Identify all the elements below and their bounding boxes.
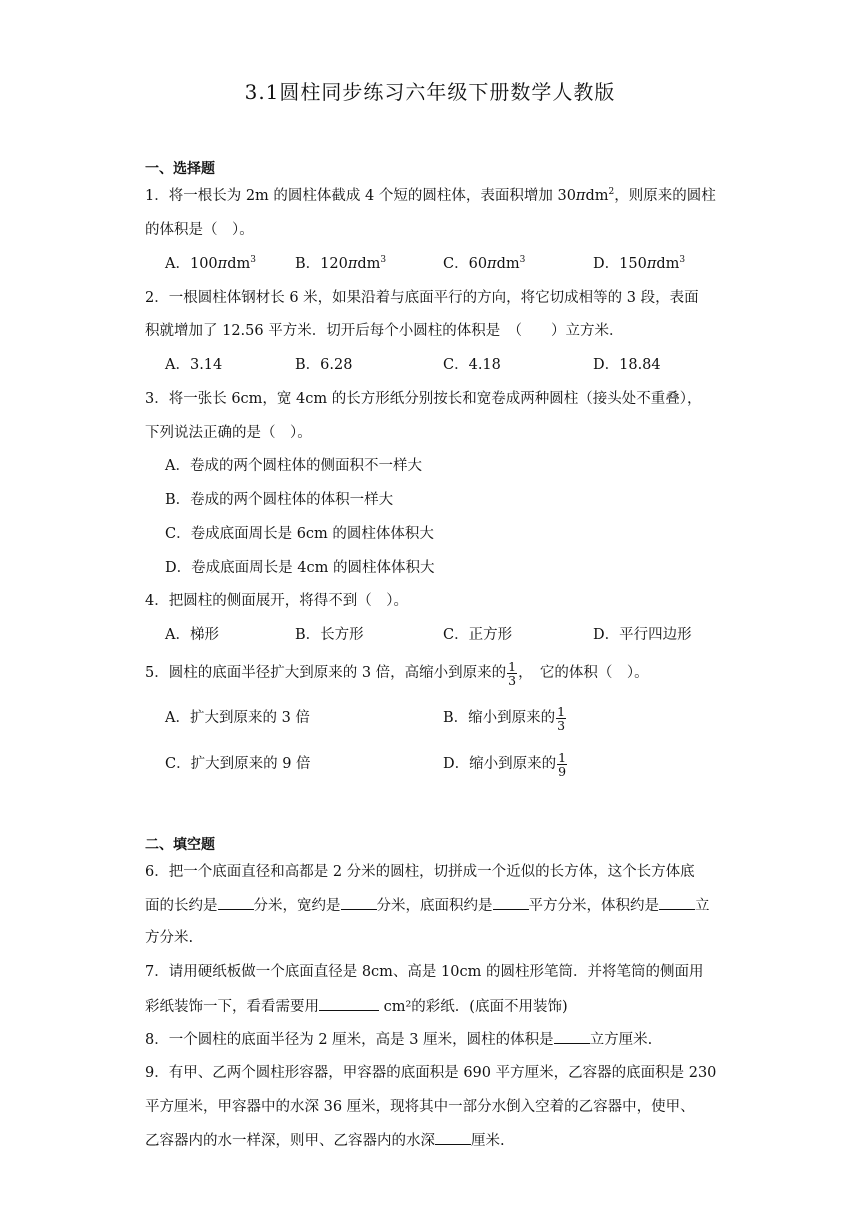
- question-4-option-d: D．平行四边形: [593, 627, 692, 643]
- question-4-option-a: A．梯形: [165, 627, 219, 643]
- question-6-line-3: 方分米.: [145, 930, 194, 946]
- question-2-option-b: B．6.28: [295, 357, 353, 373]
- question-3-line-1: 3．将一张长 6cm，宽 4cm 的长方形纸分别按长和宽卷成两种圆柱（接头处不重叠），: [145, 391, 702, 407]
- question-9-line-3: 乙容器内的水一样深，则甲、乙容器内的水深 厘米.: [145, 1130, 725, 1151]
- question-5-option-d: D．缩小到原来的 $\frac{1}{9}$: [443, 749, 567, 779]
- answer-blank[interactable]: [218, 895, 254, 910]
- question-5-option-c: C．扩大到原来的 9 倍: [165, 756, 311, 772]
- answer-blank[interactable]: [659, 895, 695, 910]
- answer-blank[interactable]: [435, 1130, 471, 1145]
- question-9-line-2: 平方厘米，甲容器中的水深 36 厘米，现将其中一部分水倒入空着的乙容器中，使甲、: [145, 1099, 695, 1115]
- answer-blank[interactable]: [554, 1029, 590, 1044]
- question-2-line-1: 2．一根圆柱体钢材长 6 米，如果沿着与底面平行的方向，将它切成相等的 3 段，表面: [145, 290, 699, 306]
- question-2-option-c: C．4.18: [443, 357, 501, 373]
- question-1-option-b: B．120πdm$^3$: [295, 255, 387, 272]
- page-title: 3.1圆柱同步练习六年级下册数学人教版: [244, 80, 616, 104]
- question-3-option-c: C．卷成底面周长是 6cm 的圆柱体体积大: [165, 526, 434, 542]
- question-1-line-1: 1．将一根长为 2m 的圆柱体截成 4 个短的圆柱体，表面积增加 30πdm$^2$，则原来的圆柱: [145, 187, 716, 204]
- question-3-option-d: D．卷成底面周长是 4cm 的圆柱体体积大: [165, 560, 435, 576]
- question-8-line-1: 8．一个圆柱的底面半径为 2 厘米，高是 3 厘米，圆柱的体积是 立方厘米.: [145, 1029, 725, 1050]
- question-3-option-a: A．卷成的两个圆柱体的侧面积不一样大: [165, 458, 422, 474]
- section-heading-choice: 一、选择题: [145, 161, 215, 177]
- question-2-option-d: D．18.84: [593, 357, 661, 373]
- question-4-option-b: B．长方形: [295, 627, 364, 643]
- question-1-line-2: 的体积是（ ）。: [145, 222, 254, 238]
- section-heading-fill-in: 二、填空题: [145, 837, 215, 853]
- question-5-option-b: B．缩小到原来的 $\frac{1}{3}$: [443, 703, 566, 733]
- question-5-option-a: A．扩大到原来的 3 倍: [165, 710, 310, 726]
- question-4-line-1: 4．把圆柱的侧面展开，将得不到（ ）。: [145, 593, 408, 609]
- question-7-line-2: 彩纸装饰一下，看看需要用 cm²的彩纸．(底面不用装饰): [145, 996, 725, 1017]
- question-6-line-2: 面的长约是 分米，宽约是 分米，底面积约是 平方分米，体积约是 立: [145, 895, 725, 916]
- question-3-line-2: 下列说法正确的是（ ）。: [145, 425, 312, 441]
- question-1-option-c: C．60πdm$^3$: [443, 255, 526, 272]
- question-4-option-c: C．正方形: [443, 627, 513, 643]
- answer-blank[interactable]: [319, 996, 379, 1011]
- answer-blank[interactable]: [341, 895, 377, 910]
- question-1-option-a: A．100πdm$^3$: [165, 255, 256, 272]
- answer-blank[interactable]: [493, 895, 529, 910]
- fraction-one-third: $\frac{1}{3}$: [508, 658, 517, 688]
- fraction-one-third: $\frac{1}{3}$: [557, 703, 566, 733]
- fraction-one-ninth: $\frac{1}{9}$: [558, 749, 567, 779]
- question-7-line-1: 7．请用硬纸板做一个底面直径是 8cm、高是 10cm 的圆柱形笔筒．并将笔筒的侧面用: [145, 964, 704, 980]
- question-6-line-1: 6．把一个底面直径和高都是 2 分米的圆柱，切拼成一个近似的长方体，这个长方体底: [145, 864, 695, 880]
- question-2-option-a: A．3.14: [165, 357, 223, 373]
- question-9-line-1: 9．有甲、乙两个圆柱形容器，甲容器的底面积是 690 平方厘米，乙容器的底面积是 230: [145, 1065, 717, 1081]
- question-3-option-b: B．卷成的两个圆柱体的体积一样大: [165, 492, 394, 508]
- question-1-option-d: D．150πdm$^3$: [593, 255, 686, 272]
- question-2-line-2: 积就增加了 12.56 平方米．切开后每个小圆柱的体积是 （ ）立方米．: [145, 323, 624, 339]
- question-5-line-1: 5．圆柱的底面半径扩大到原来的 3 倍，高缩小到原来的 $\frac{1}{3}$ ， 它的体积（ ）。: [145, 658, 649, 688]
